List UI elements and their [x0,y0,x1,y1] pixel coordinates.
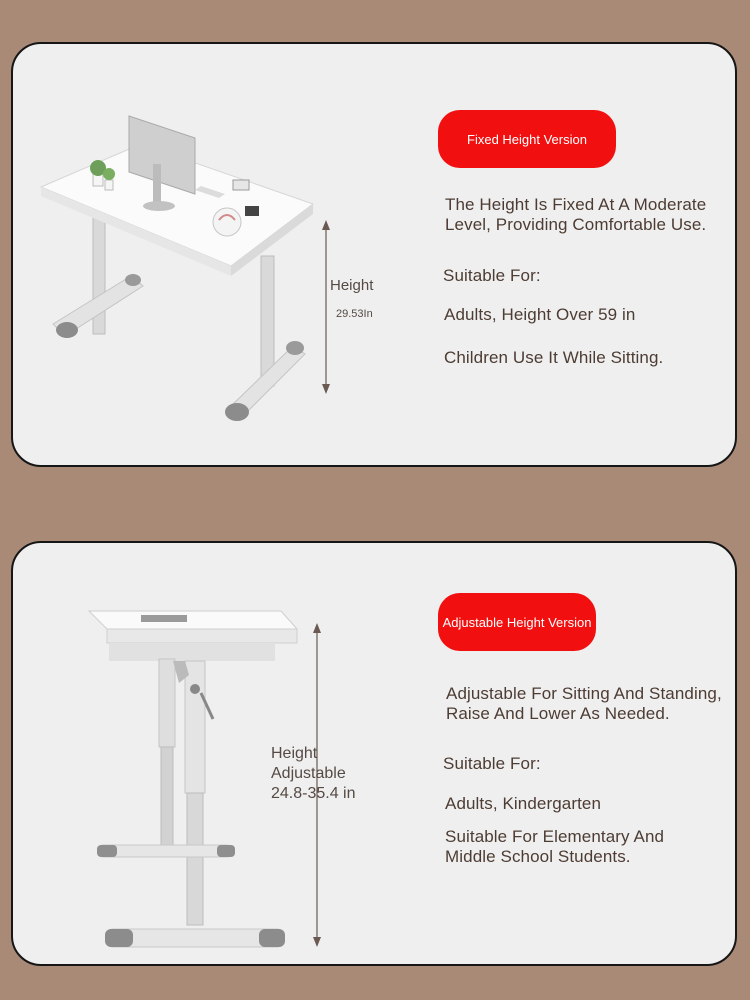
fixed-height-card [11,42,737,467]
adjustable-height-card [11,541,737,966]
fixed-height-label: Height [330,277,374,294]
fixed-height-value: 29.53In [336,308,373,320]
adjustable-suitable-item: Adults, Kindergarten [445,794,602,813]
fixed-description: The Height Is Fixed At A Moderate Level, Providing Comfortable Use. [445,195,707,234]
adjustable-desk-illustration [13,543,737,966]
adjustable-suitable-label: Suitable For: [443,754,541,773]
adjustable-height-label: Height Adjustable 24.8-35.4 in [271,745,356,802]
fixed-suitable-item: Children Use It While Sitting. [444,348,664,367]
fixed-suitable-item: Adults, Height Over 59 in [444,305,636,324]
adjustable-description: Adjustable For Sitting And Standing, Raise And Lower As Needed. [446,684,722,723]
height-arrow-icon [322,220,330,394]
fixed-height-badge: Fixed Height Version [438,110,616,168]
fixed-desk-illustration [13,44,737,467]
adjustable-suitable-item: Suitable For Elementary And Middle School Students. [445,827,665,866]
fixed-suitable-label: Suitable For: [443,266,541,285]
adjustable-height-badge: Adjustable Height Version [438,593,596,651]
